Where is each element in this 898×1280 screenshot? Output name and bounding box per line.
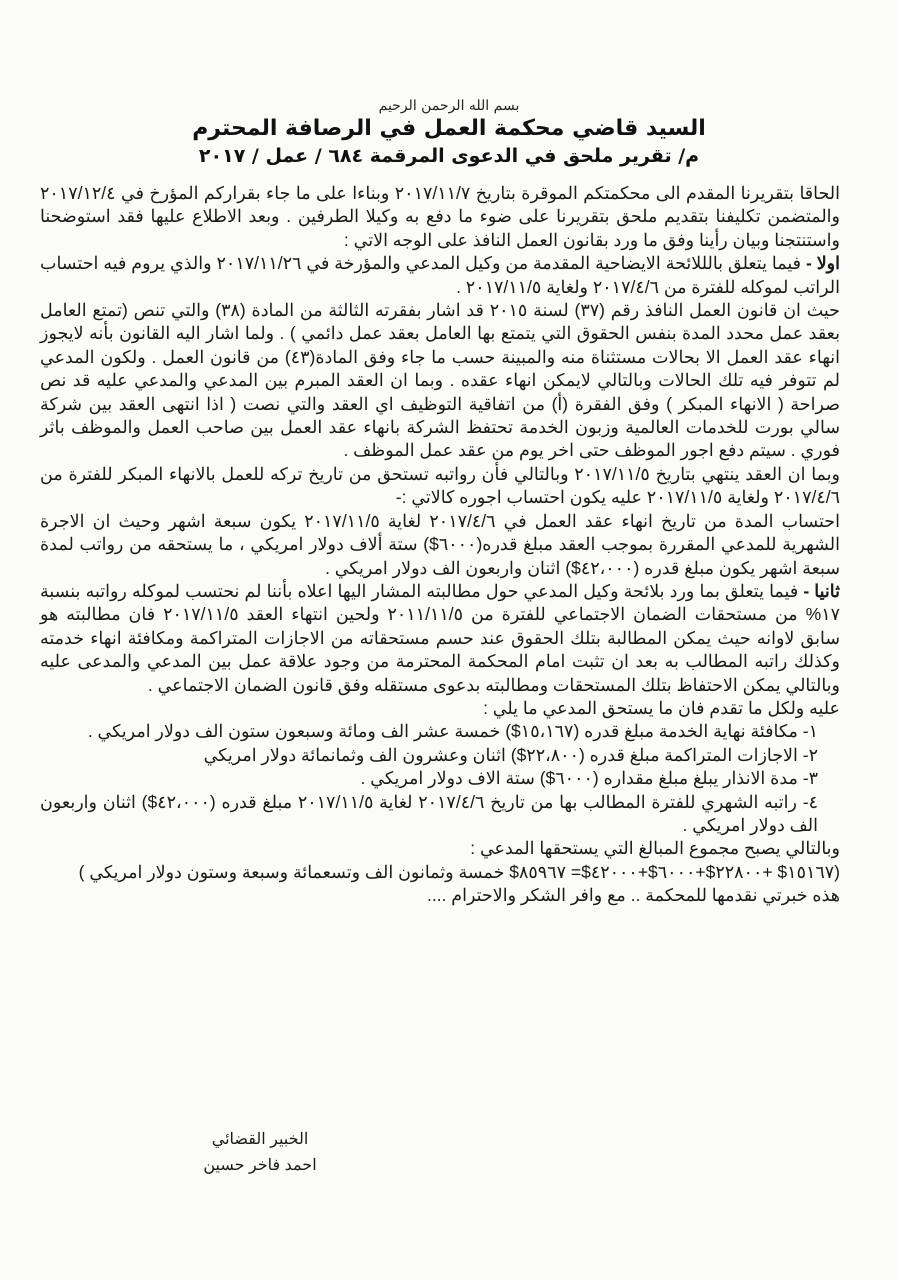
- entitlements-list: [40, 720, 840, 837]
- list-item-text: الاجازات المتراكمة مبلغ قدره (٢٢،٨٠٠$) اثنان وعشرون الف وثمانمائة دولار امريكي: [203, 744, 798, 765]
- section-first-text: فيما يتعلق بالللائحة الايضاحية المقدمة من وكيل المدعي والمؤرخة في ٢٠١٧/١١/٢٦ والذي يروم فيه احتساب الراتب لموكله للفترة من ٢٠١٧/٤/٦ ولغاية ٢٠١٧/١١/٥ .: [40, 253, 840, 297]
- list-item-text: راتبه الشهري للفترة المطالب بها من تاريخ ٢٠١٧/٤/٦ لغاية ٢٠١٧/١١/٥ مبلغ قدره (٤٢،٠٠٠$) اثنان واربعون الف دولار امريكي .: [40, 791, 818, 835]
- list-item-number: ٢-: [802, 744, 818, 765]
- section-second: [40, 580, 840, 697]
- contract-end-paragraph: وبما ان العقد ينتهي بتاريخ ٢٠١٧/١١/٥ وبالتالي فأن رواتبه تستحق من تاريخ تركه للعمل بالانهاء المبكر للفترة من ٢٠١٧/٤/٦ ولغاية ٢٠١٧/١١/٥ عليه يكون احتساب اجوره كالاتي :-: [40, 463, 840, 508]
- section-first-label: اولا -: [805, 253, 840, 274]
- total-formula: (١٥١٦٧$ +٢٢٨٠٠$+٦٠٠٠$+٤٢٠٠٠$= ٨٥٩٦٧$ خمسة وثمانون الف وتسعمائة وسبعة وستون دولار امريكي ): [78, 861, 840, 882]
- salary-calculation-paragraph: احتساب المدة من تاريخ انهاء عقد العمل في ٢٠١٧/٤/٦ لغاية ٢٠١٧/١١/٥ يكون سبعة اشهر وحيث ان الاجرة الشهرية للمدعي المقررة بموجب العقد مبلغ قدره(٦٠٠٠$) ستة ألاف دولار امريكي ، ما يستحقه من رواتب لمدة سبعة اشهر يكون مبلغ قدره (٤٢،٠٠٠$) اثنان واربعون الف دولار امريكي .: [40, 510, 840, 578]
- list-item-number: ١-: [802, 721, 818, 742]
- intro-paragraph: الحاقا بتقريرنا المقدم الى محكمتكم الموقرة بتاريخ ٢٠١٧/١١/٧ وبناءا على ما جاء بقراركم المؤرخ في ٢٠١٧/١٢/٤ والمتضمن تكليفنا بتقديم ملحق بتقريرنا على ضوء ما دفع به وكيلا الطرفين . وبعد الاطلاع عليها فقد استوضحنا واستنتجنا وبيان رأينا وفق ما ورد بقانون العمل النافذ على الوجه الاتي :: [40, 183, 840, 250]
- document-subject: م/ تقرير ملحق في الدعوى المرقمة ٦٨٤ / عمل / ٢٠١٧: [198, 145, 700, 167]
- entitlements-intro: عليه ولكل ما تقدم فان ما يستحق المدعي ما يلي :: [483, 697, 840, 718]
- total-intro: وبالتالي يصبح مجموع المبالغ التي يستحقها المدعي :: [470, 838, 840, 859]
- section-second-label: ثانيا -: [803, 580, 840, 601]
- signature-block: [180, 1127, 340, 1179]
- document-title: السيد قاضي محكمة العمل في الرصافة المحترم: [192, 116, 706, 141]
- signature-name: احمد فاخر حسين: [203, 1157, 317, 1174]
- list-item: [40, 767, 840, 790]
- list-item: [40, 720, 840, 743]
- closing-line: هذه خبرتي نقدمها للمحكمة .. مع وافر الشكر والاحترام ....: [426, 885, 840, 906]
- list-item: [40, 791, 840, 838]
- signature-role: الخبير القضائي: [211, 1131, 309, 1148]
- list-item-text: مدة الانذار يبلغ مبلغ مقداره (٦٠٠٠$) ستة الاف دولار امريكي .: [360, 768, 798, 789]
- law-paragraph: حيث ان قانون العمل النافذ رقم (٣٧) لسنة ٢٠١٥ قد اشار بفقرته الثالثة من المادة (٣٨) والتي تنص (تمتع العامل بعقد عمل محدد المدة بنفس الحقوق التي يتمتع بها العامل بعقد عمل دائمي ) . ولما اشار اليه القانون بأنه لايجوز انهاء عقد العمل الا بحالات مستثناة منه والمبينة حسب ما جاء وفق المادة(٤٣) من قانون العمل . ولكون المدعي لم تتوفر فيه تلك الحالات وبالتالي لايمكن انهاء عقده . وبما ان العقد المبرم بين المدعي والمدعي عليه قد نص صراحة ( الانهاء المبكر ) وفق الفقرة (أ) من اتفاقية التوظيف اي العقد والتي نصت ( اذا انتهى العقد بين شركة سالي بورت للخدمات العالمية وزبون الخدمة تحتفظ الشركة بانهاء عقد العمل بين صاحب العمل والموظف باثر فوري . سيتم دفع اجور الموظف حتى اخر يوم من عقد عمل الموظف .: [40, 300, 841, 461]
- list-item: [40, 744, 840, 767]
- list-item-number: ٤-: [802, 791, 818, 812]
- section-first: [40, 252, 840, 299]
- list-item-number: ٣-: [802, 768, 818, 789]
- document-body: [40, 182, 840, 908]
- section-second-text: فيما يتعلق بما ورد بلائحة وكيل المدعي حول مطالبته المشار اليها اعلاه بأننا لم نحتسب لموكله رواتبه بنسبة ١٧% من مستحقات الضمان الاجتماعي للفترة من ٢٠١١/١١/٥ ولحين انتهاء العقد ٢٠١٧/١١/٥ فان مطالبته هو سابق لاوانه حيث يمكن المطالبة بتلك الحقوق عند حسم مستحقاته من الاجازات المتراكمة ومكافئة انهاء خدمته وكذلك راتبه المطالب به بعد ان تثبت امام المحكمة المحترمة من وجود علاقة عمل بين المدعي والمدعى عليه وبالتالي يمكن الاحتفاظ بتلك المستحقات ومطالبته بدعوى مستقله وفق قانون الضمان الاجتماعي .: [40, 580, 840, 695]
- basmala: بسم الله الرحمن الرحيم: [378, 98, 520, 114]
- list-item-text: مكافئة نهاية الخدمة مبلغ قدره (١٥،١٦٧$) خمسة عشر الف ومائة وسبعون ستون الف دولار امريكي .: [87, 721, 798, 742]
